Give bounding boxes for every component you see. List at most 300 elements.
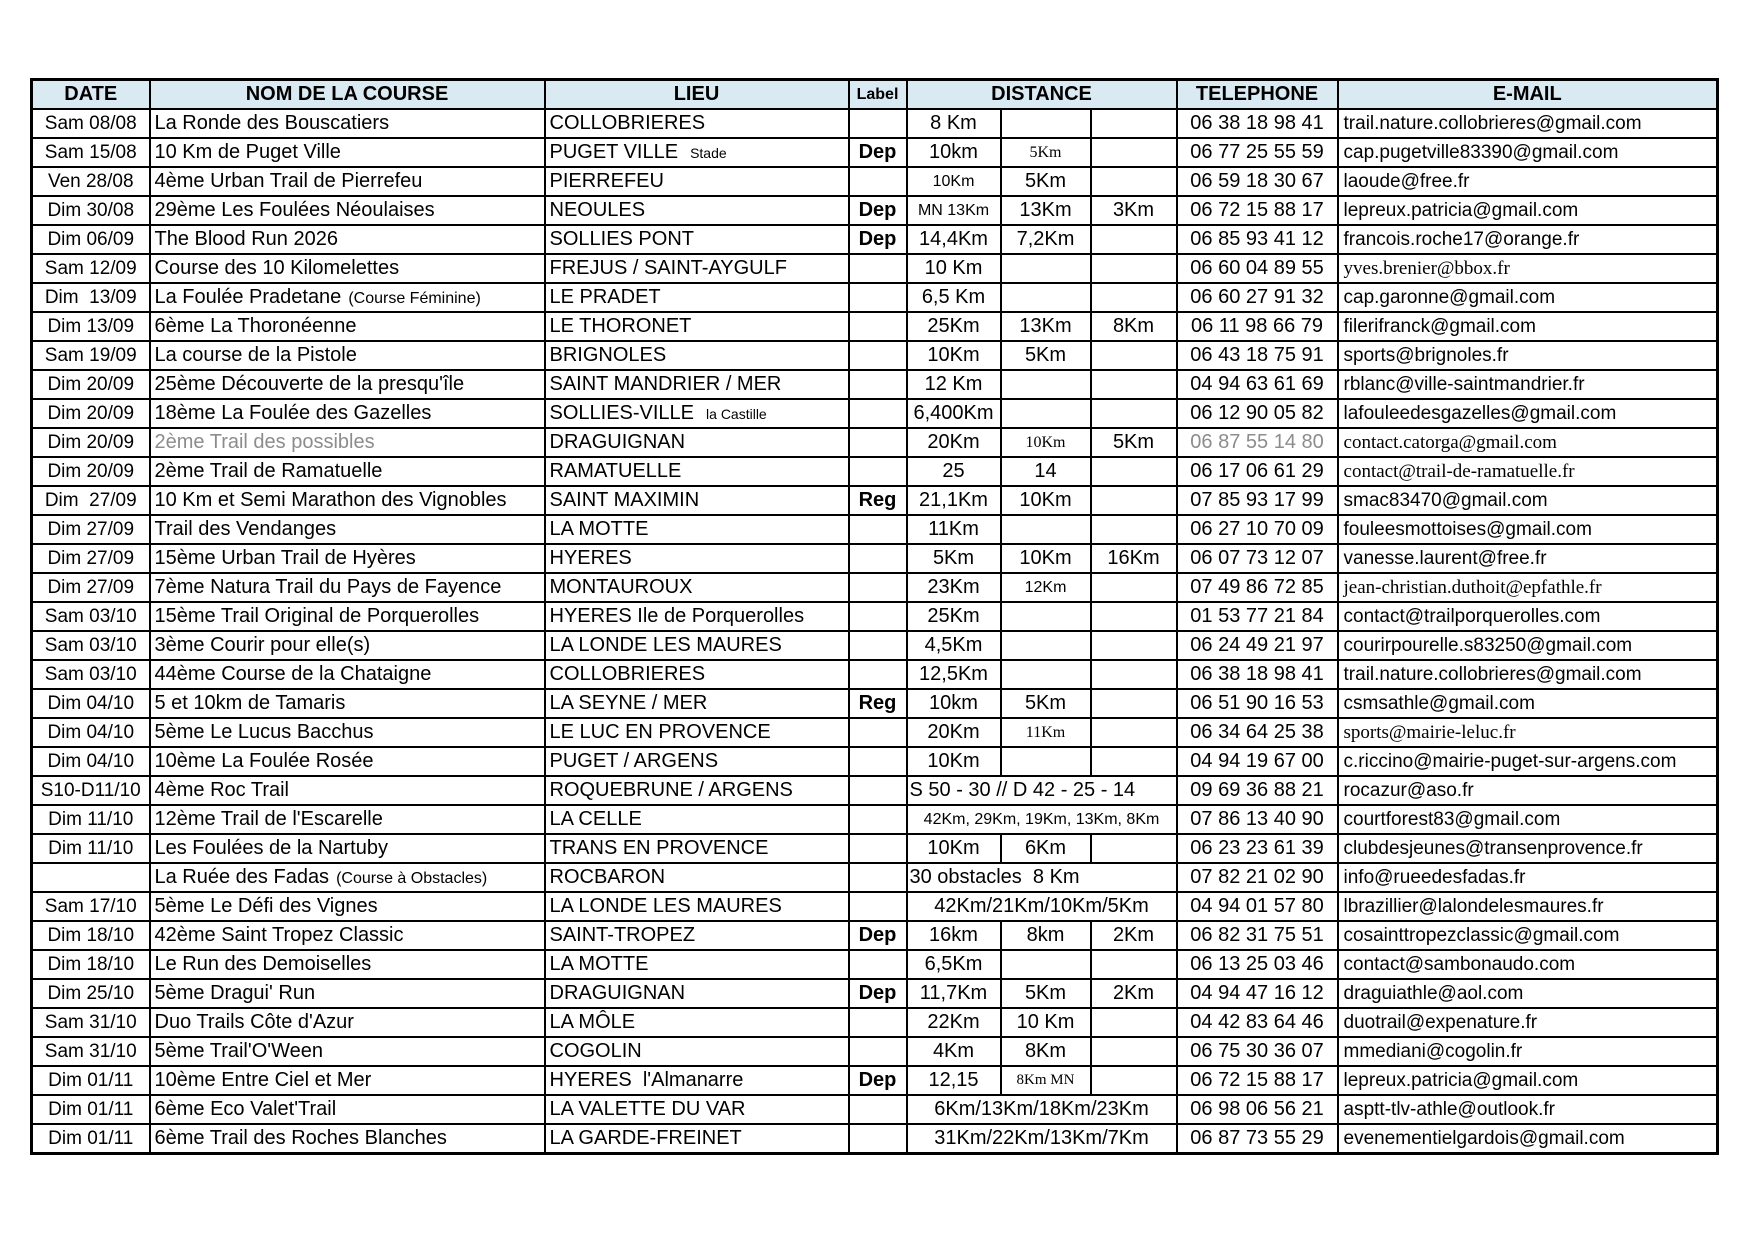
email-cell: courirpourelle.s83250@gmail.com — [1338, 631, 1718, 660]
distance-cell-3 — [1091, 138, 1177, 167]
race-name: 12ème Trail de l'Escarelle — [154, 808, 383, 830]
distance-cell-1: 10Km — [907, 167, 1001, 196]
race-name: 5ème Le Défi des Vignes — [154, 895, 378, 917]
email-cell: lbrazillier@lalondelesmaures.fr — [1338, 892, 1718, 921]
race-name: 5ème Dragui' Run — [154, 982, 316, 1004]
distance-cell-3 — [1091, 1008, 1177, 1037]
race-name: 3ème Courir pour elle(s) — [154, 634, 371, 656]
location-cell — [545, 138, 849, 167]
distance-cell-3 — [1091, 660, 1177, 689]
distance-cell-2: 10Km — [1001, 486, 1091, 515]
label-cell: Dep — [849, 225, 907, 254]
race-name: 10ème Entre Ciel et Mer — [154, 1069, 372, 1091]
label-cell — [849, 167, 907, 196]
distance-cell-2 — [1001, 254, 1091, 283]
location-name: LA MOTTE — [549, 953, 649, 975]
label-cell — [849, 573, 907, 602]
distance-cell-1: 25Km — [907, 602, 1001, 631]
location-name: ROQUEBRUNE / ARGENS — [549, 779, 793, 801]
date-cell: S10-D11/10 — [32, 776, 150, 805]
phone-cell: 06 51 90 16 53 — [1177, 689, 1338, 718]
label-cell — [849, 428, 907, 457]
date-cell: Dim 20/09 — [32, 428, 150, 457]
email-cell: yves.brenier@bbox.fr — [1338, 254, 1718, 283]
phone-cell: 06 77 25 55 59 — [1177, 138, 1338, 167]
label-cell: Dep — [849, 1066, 907, 1095]
race-name: 6ème Eco Valet'Trail — [154, 1098, 337, 1120]
location-cell — [545, 225, 849, 254]
location-cell — [545, 689, 849, 718]
race-name: Duo Trails Côte d'Azur — [154, 1011, 354, 1033]
header-distance: DISTANCE — [907, 80, 1177, 110]
location-cell — [545, 1066, 849, 1095]
distance-cell-1: 25Km — [907, 312, 1001, 341]
location-name: COGOLIN — [549, 1040, 642, 1062]
distance-cell-2 — [1001, 747, 1091, 776]
distance-cell-2 — [1001, 399, 1091, 428]
race-name-note: (Course Féminine) — [348, 290, 481, 307]
email-cell: c.riccino@mairie-puget-sur-argens.com — [1338, 747, 1718, 776]
phone-cell: 06 82 31 75 51 — [1177, 921, 1338, 950]
label-cell — [849, 370, 907, 399]
distance-cell-2: 13Km — [1001, 196, 1091, 225]
table-row — [32, 892, 1718, 921]
location-name: SAINT MAXIMIN — [549, 489, 700, 511]
header-row — [32, 80, 1718, 110]
table-row — [32, 573, 1718, 602]
label-cell — [849, 892, 907, 921]
date-cell: Ven 28/08 — [32, 167, 150, 196]
phone-cell: 06 87 73 55 29 — [1177, 1124, 1338, 1154]
race-name-cell — [150, 283, 545, 312]
date-cell: Dim 06/09 — [32, 225, 150, 254]
distance-cell-3 — [1091, 1037, 1177, 1066]
race-name: The Blood Run 2026 — [154, 228, 338, 250]
distance-cell-1: 10Km — [907, 834, 1001, 863]
date-cell: Sam 03/10 — [32, 631, 150, 660]
distance-cell-2: 10 Km — [1001, 1008, 1091, 1037]
location-name: HYERES — [549, 547, 632, 569]
location-name: LA SEYNE / MER — [549, 692, 708, 714]
label-cell — [849, 834, 907, 863]
date-cell: Dim 13/09 — [32, 312, 150, 341]
label-cell — [849, 776, 907, 805]
location-name: NEOULES — [549, 199, 646, 221]
race-name-cell — [150, 486, 545, 515]
date-cell: Sam 03/10 — [32, 660, 150, 689]
email-cell: fouleesmottoises@gmail.com — [1338, 515, 1718, 544]
distance-cell-2: 5Km — [1001, 167, 1091, 196]
race-name: 4ème Urban Trail de Pierrefeu — [154, 170, 423, 192]
location-name: DRAGUIGNAN — [549, 431, 686, 453]
location-cell — [545, 1037, 849, 1066]
location-name: ROCBARON — [549, 866, 666, 888]
email-cell: courtforest83@gmail.com — [1338, 805, 1718, 834]
race-name: 2ème Trail des possibles — [154, 431, 375, 453]
distance-cell-3 — [1091, 283, 1177, 312]
phone-cell: 06 98 06 56 21 — [1177, 1095, 1338, 1124]
phone-cell: 04 94 63 61 69 — [1177, 370, 1338, 399]
label-cell — [849, 602, 907, 631]
race-name: Course des 10 Kilomelettes — [154, 257, 400, 279]
email-cell: lepreux.patricia@gmail.com — [1338, 1066, 1718, 1095]
distance-cell-2: 7,2Km — [1001, 225, 1091, 254]
table-row — [32, 515, 1718, 544]
label-cell — [849, 544, 907, 573]
table-row — [32, 602, 1718, 631]
label-cell — [849, 109, 907, 138]
distance-cell-2 — [1001, 283, 1091, 312]
distance-cell-3 — [1091, 370, 1177, 399]
label-cell — [849, 805, 907, 834]
table-row — [32, 1037, 1718, 1066]
distance-cell-3: 3Km — [1091, 196, 1177, 225]
race-name-cell — [150, 428, 545, 457]
location-name: RAMATUELLE — [549, 460, 682, 482]
date-cell: Dim 04/10 — [32, 718, 150, 747]
phone-cell: 07 82 21 02 90 — [1177, 863, 1338, 892]
location-cell — [545, 834, 849, 863]
phone-cell: 07 85 93 17 99 — [1177, 486, 1338, 515]
race-name-cell — [150, 776, 545, 805]
table-row — [32, 312, 1718, 341]
distance-cell-3: 2Km — [1091, 921, 1177, 950]
location-cell — [545, 660, 849, 689]
location-name: COLLOBRIERES — [549, 112, 706, 134]
distance-cell-2: 5Km — [1001, 689, 1091, 718]
distance-cell-merged: S 50 - 30 // D 42 - 25 - 14 — [907, 776, 1177, 805]
email-cell: contact@trail-de-ramatuelle.fr — [1338, 457, 1718, 486]
distance-cell-1: 8 Km — [907, 109, 1001, 138]
header-date: DATE — [32, 80, 150, 110]
location-cell — [545, 341, 849, 370]
table-row — [32, 631, 1718, 660]
table-row — [32, 921, 1718, 950]
date-cell: Dim 04/10 — [32, 747, 150, 776]
distance-cell-3 — [1091, 602, 1177, 631]
location-cell — [545, 254, 849, 283]
location-cell — [545, 602, 849, 631]
race-name-cell — [150, 544, 545, 573]
location-name: TRANS EN PROVENCE — [549, 837, 769, 859]
location-cell — [545, 370, 849, 399]
phone-cell: 07 86 13 40 90 — [1177, 805, 1338, 834]
distance-cell-3: 5Km — [1091, 428, 1177, 457]
table-row — [32, 457, 1718, 486]
table-row — [32, 776, 1718, 805]
race-name: 4ème Roc Trail — [154, 779, 289, 801]
table-row — [32, 979, 1718, 1008]
table-row — [32, 805, 1718, 834]
location-cell — [545, 979, 849, 1008]
phone-cell: 06 59 18 30 67 — [1177, 167, 1338, 196]
location-cell — [545, 1008, 849, 1037]
location-name: FREJUS / SAINT-AYGULF — [549, 257, 787, 279]
distance-cell-3: 8Km — [1091, 312, 1177, 341]
email-cell: clubdesjeunes@transenprovence.fr — [1338, 834, 1718, 863]
distance-cell-1: 12 Km — [907, 370, 1001, 399]
label-cell — [849, 747, 907, 776]
label-cell — [849, 341, 907, 370]
phone-cell: 01 53 77 21 84 — [1177, 602, 1338, 631]
race-name-cell — [150, 109, 545, 138]
table-row — [32, 718, 1718, 747]
table-row — [32, 254, 1718, 283]
distance-cell-2: 10Km — [1001, 544, 1091, 573]
table-row — [32, 370, 1718, 399]
location-note: la Castille — [706, 406, 767, 422]
label-cell — [849, 312, 907, 341]
distance-cell-2 — [1001, 109, 1091, 138]
date-cell: Dim 01/11 — [32, 1124, 150, 1154]
distance-cell-2: 10Km — [1001, 428, 1091, 457]
location-cell — [545, 428, 849, 457]
date-cell: Sam 12/09 — [32, 254, 150, 283]
distance-cell-3 — [1091, 718, 1177, 747]
distance-cell-1: 11,7Km — [907, 979, 1001, 1008]
label-cell: Dep — [849, 979, 907, 1008]
date-cell: Sam 08/08 — [32, 109, 150, 138]
label-cell — [849, 1095, 907, 1124]
location-name: MONTAUROUX — [549, 576, 693, 598]
distance-cell-1: 6,5 Km — [907, 283, 1001, 312]
phone-cell: 06 24 49 21 97 — [1177, 631, 1338, 660]
race-name: 5 et 10km de Tamaris — [154, 692, 346, 714]
race-name-cell — [150, 631, 545, 660]
table-row — [32, 689, 1718, 718]
race-name-cell — [150, 573, 545, 602]
label-cell — [849, 718, 907, 747]
location-note: Stade — [690, 145, 727, 161]
label-cell: Dep — [849, 138, 907, 167]
distance-cell-1: 6,5Km — [907, 950, 1001, 979]
phone-cell: 06 87 55 14 80 — [1177, 428, 1338, 457]
email-cell: trail.nature.collobrieres@gmail.com — [1338, 660, 1718, 689]
race-name-cell — [150, 602, 545, 631]
email-cell: lepreux.patricia@gmail.com — [1338, 196, 1718, 225]
distance-cell-1: 12,15 — [907, 1066, 1001, 1095]
table-row — [32, 486, 1718, 515]
email-cell: contact.catorga@gmail.com — [1338, 428, 1718, 457]
location-name: LE LUC EN PROVENCE — [549, 721, 771, 743]
race-table-body — [32, 109, 1718, 1154]
race-name: La Ruée des Fadas — [154, 866, 330, 888]
race-name: 42ème Saint Tropez Classic — [154, 924, 404, 946]
phone-cell: 06 23 23 61 39 — [1177, 834, 1338, 863]
label-cell — [849, 1037, 907, 1066]
phone-cell: 06 34 64 25 38 — [1177, 718, 1338, 747]
table-row — [32, 1124, 1718, 1154]
distance-cell-3 — [1091, 457, 1177, 486]
race-name: 18ème La Foulée des Gazelles — [154, 402, 432, 424]
location-cell — [545, 109, 849, 138]
date-cell: Dim 27/09 — [32, 486, 150, 515]
phone-cell: 04 94 01 57 80 — [1177, 892, 1338, 921]
race-name-cell — [150, 254, 545, 283]
distance-cell-3 — [1091, 399, 1177, 428]
distance-cell-2 — [1001, 370, 1091, 399]
email-cell: asptt-tlv-athle@outlook.fr — [1338, 1095, 1718, 1124]
distance-cell-2: 8Km — [1001, 1037, 1091, 1066]
location-name: LA MÔLE — [549, 1011, 636, 1033]
distance-cell-1: 10Km — [907, 747, 1001, 776]
race-name-cell — [150, 457, 545, 486]
location-name: DRAGUIGNAN — [549, 982, 686, 1004]
location-cell — [545, 892, 849, 921]
email-cell: duotrail@expenature.fr — [1338, 1008, 1718, 1037]
distance-cell-2: 12Km — [1001, 573, 1091, 602]
race-name-cell — [150, 892, 545, 921]
email-cell: contact@trailporquerolles.com — [1338, 602, 1718, 631]
email-cell: francois.roche17@orange.fr — [1338, 225, 1718, 254]
date-cell: Dim 01/11 — [32, 1066, 150, 1095]
race-name-cell — [150, 1095, 545, 1124]
distance-cell-2: 5Km — [1001, 138, 1091, 167]
date-cell: Dim 04/10 — [32, 689, 150, 718]
race-name-cell — [150, 515, 545, 544]
race-name-cell — [150, 1124, 545, 1154]
distance-cell-3 — [1091, 631, 1177, 660]
distance-cell-3 — [1091, 689, 1177, 718]
email-cell: cosainttropezclassic@gmail.com — [1338, 921, 1718, 950]
distance-cell-merged: 42Km, 29Km, 19Km, 13Km, 8Km — [907, 805, 1177, 834]
phone-cell: 06 11 98 66 79 — [1177, 312, 1338, 341]
label-cell — [849, 950, 907, 979]
phone-cell: 06 12 90 05 82 — [1177, 399, 1338, 428]
location-name: SOLLIES PONT — [549, 228, 694, 250]
race-name: Le Run des Demoiselles — [154, 953, 372, 975]
phone-cell: 09 69 36 88 21 — [1177, 776, 1338, 805]
distance-cell-3 — [1091, 486, 1177, 515]
label-cell: Dep — [849, 921, 907, 950]
label-cell — [849, 660, 907, 689]
date-cell: Dim 20/09 — [32, 370, 150, 399]
race-name-cell — [150, 950, 545, 979]
email-cell: jean-christian.duthoit@epfathle.fr — [1338, 573, 1718, 602]
distance-cell-merged: 31Km/22Km/13Km/7Km — [907, 1124, 1177, 1154]
table-row — [32, 950, 1718, 979]
distance-cell-2 — [1001, 950, 1091, 979]
race-name: 44ème Course de la Chataigne — [154, 663, 432, 685]
date-cell: Dim 27/09 — [32, 515, 150, 544]
date-cell: Dim 13/09 — [32, 283, 150, 312]
distance-cell-1: 10Km — [907, 341, 1001, 370]
distance-cell-2: 6Km — [1001, 834, 1091, 863]
header-label: Label — [849, 80, 907, 110]
distance-cell-1: 25 — [907, 457, 1001, 486]
label-cell — [849, 254, 907, 283]
table-header — [32, 80, 1718, 110]
location-name: LA VALETTE DU VAR — [549, 1098, 746, 1120]
race-name-note: (Course à Obstacles) — [336, 870, 488, 887]
email-cell: lafouleedesgazelles@gmail.com — [1338, 399, 1718, 428]
label-cell — [849, 863, 907, 892]
location-name: HYERES l'Almanarre — [549, 1069, 744, 1091]
distance-cell-3 — [1091, 950, 1177, 979]
location-cell — [545, 863, 849, 892]
table-row — [32, 167, 1718, 196]
distance-cell-3: 2Km — [1091, 979, 1177, 1008]
location-name: LA CELLE — [549, 808, 642, 830]
label-cell — [849, 1008, 907, 1037]
distance-cell-2: 11Km — [1001, 718, 1091, 747]
distance-cell-2 — [1001, 515, 1091, 544]
location-name: LE PRADET — [549, 286, 661, 308]
email-cell: sports@brignoles.fr — [1338, 341, 1718, 370]
location-name: SAINT MANDRIER / MER — [549, 373, 782, 395]
email-cell: sports@mairie-leluc.fr — [1338, 718, 1718, 747]
date-cell: Dim 27/09 — [32, 573, 150, 602]
distance-cell-2: 5Km — [1001, 979, 1091, 1008]
location-cell — [545, 283, 849, 312]
table-row — [32, 834, 1718, 863]
race-name: 29ème Les Foulées Néoulaises — [154, 199, 435, 221]
table-row — [32, 341, 1718, 370]
date-cell: Dim 20/09 — [32, 457, 150, 486]
table-row — [32, 225, 1718, 254]
race-name-cell — [150, 834, 545, 863]
date-cell: Dim 20/09 — [32, 399, 150, 428]
label-cell — [849, 1124, 907, 1154]
distance-cell-1: 4Km — [907, 1037, 1001, 1066]
location-cell — [545, 776, 849, 805]
distance-cell-1: 16km — [907, 921, 1001, 950]
distance-cell-3 — [1091, 515, 1177, 544]
email-cell: trail.nature.collobrieres@gmail.com — [1338, 109, 1718, 138]
phone-cell: 06 75 30 36 07 — [1177, 1037, 1338, 1066]
table-row — [32, 660, 1718, 689]
distance-cell-2: 13Km — [1001, 312, 1091, 341]
date-cell — [32, 863, 150, 892]
date-cell: Sam 31/10 — [32, 1037, 150, 1066]
race-name: Trail des Vendanges — [154, 518, 337, 540]
distance-cell-1: 10 Km — [907, 254, 1001, 283]
date-cell: Dim 27/09 — [32, 544, 150, 573]
race-name-cell — [150, 225, 545, 254]
location-name: LA LONDE LES MAURES — [549, 634, 782, 656]
distance-cell-3 — [1091, 341, 1177, 370]
distance-cell-2: 8Km MN — [1001, 1066, 1091, 1095]
email-cell: rblanc@ville-saintmandrier.fr — [1338, 370, 1718, 399]
location-name: SAINT-TROPEZ — [549, 924, 696, 946]
race-name-cell — [150, 660, 545, 689]
table-row — [32, 544, 1718, 573]
table-row — [32, 138, 1718, 167]
location-name: LA LONDE LES MAURES — [549, 895, 782, 917]
distance-cell-3: 16Km — [1091, 544, 1177, 573]
label-cell: Reg — [849, 486, 907, 515]
location-cell — [545, 544, 849, 573]
distance-cell-2: 14 — [1001, 457, 1091, 486]
race-name: 25ème Découverte de la presqu'île — [154, 373, 465, 395]
date-cell: Sam 19/09 — [32, 341, 150, 370]
race-name: Les Foulées de la Nartuby — [154, 837, 388, 859]
email-cell: filerifranck@gmail.com — [1338, 312, 1718, 341]
distance-cell-1: 5Km — [907, 544, 1001, 573]
location-cell — [545, 950, 849, 979]
race-calendar-table — [30, 78, 1719, 1155]
distance-cell-1: 12,5Km — [907, 660, 1001, 689]
race-name-cell — [150, 370, 545, 399]
distance-cell-2 — [1001, 660, 1091, 689]
email-cell: vanesse.laurent@free.fr — [1338, 544, 1718, 573]
race-name-cell — [150, 312, 545, 341]
distance-cell-1: 6,400Km — [907, 399, 1001, 428]
table-row — [32, 1008, 1718, 1037]
distance-cell-3 — [1091, 747, 1177, 776]
race-name-cell — [150, 341, 545, 370]
distance-cell-1: 21,1Km — [907, 486, 1001, 515]
